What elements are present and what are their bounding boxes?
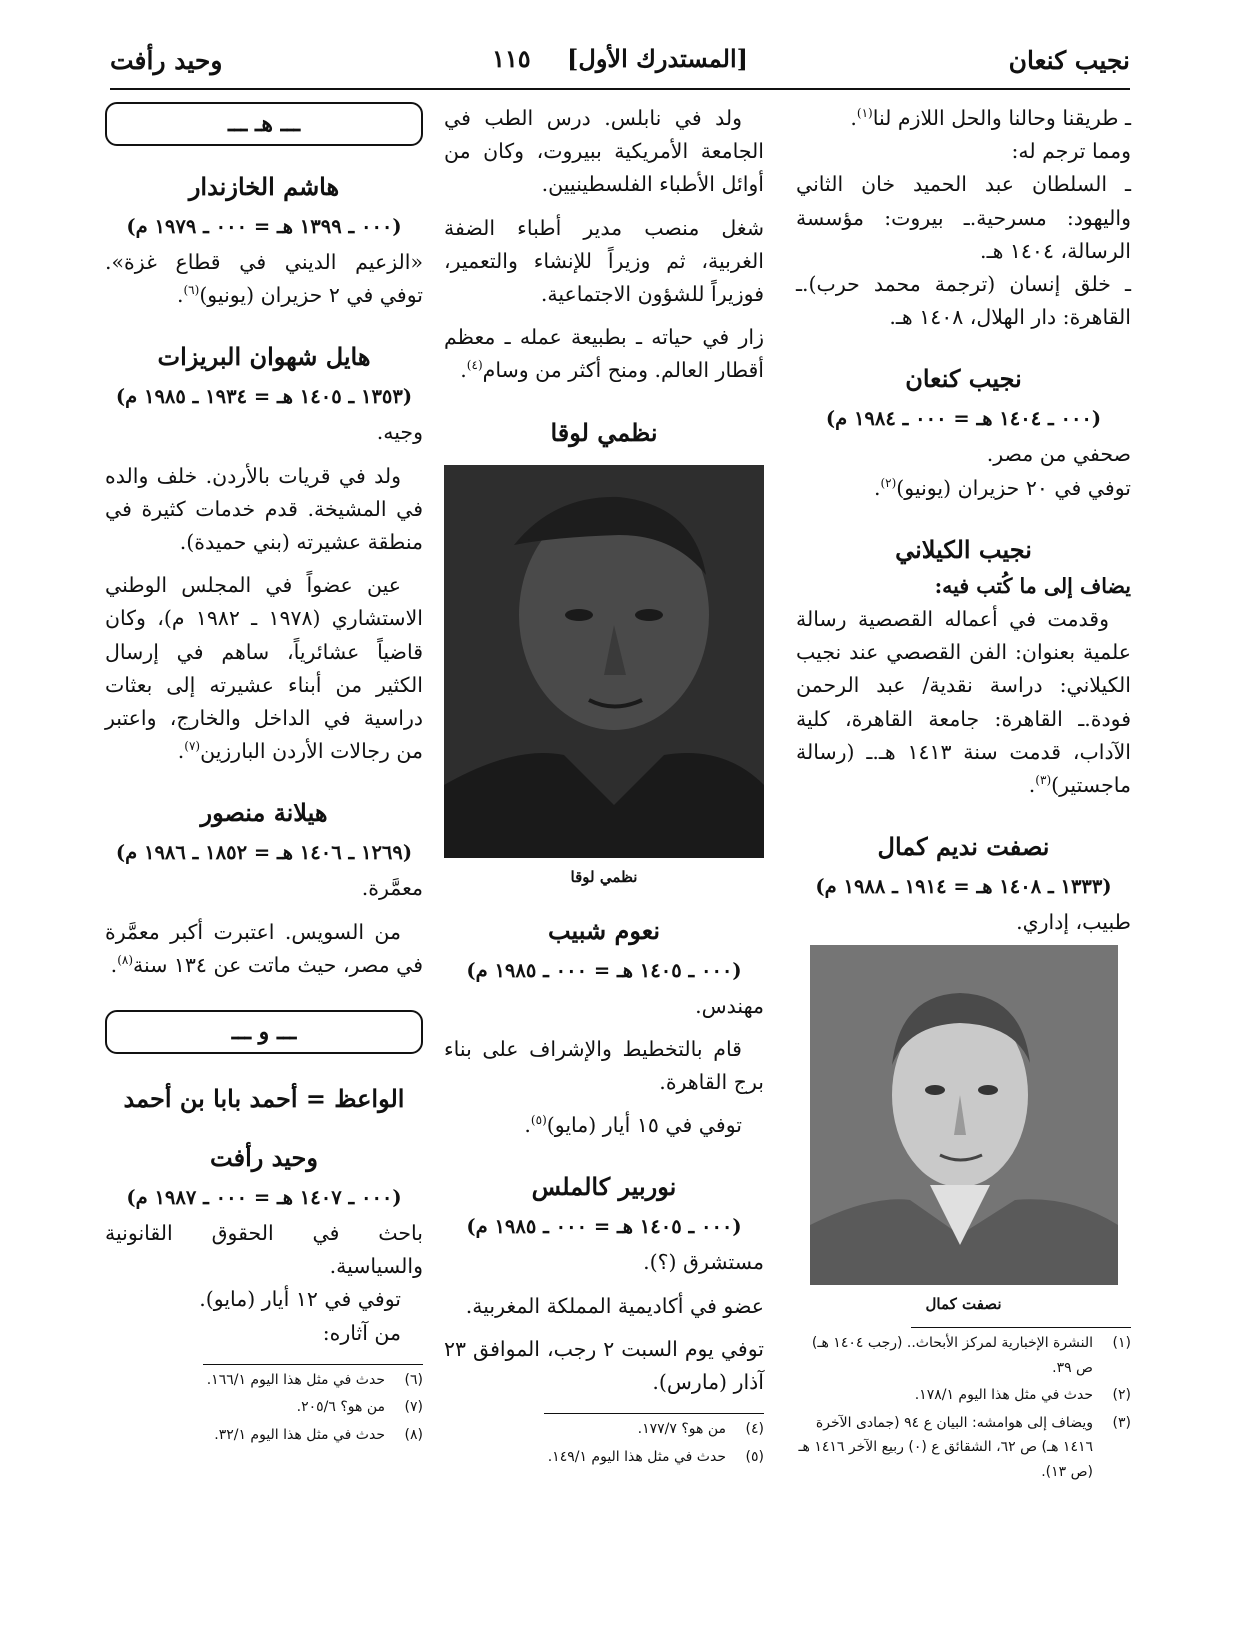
- footnote: (٣) ويضاف إلى هوامشه: البيان ع ٩٤ (جمادى الآخرة ١٤١٦ هـ) ص ٦٢، الشقائق ع (٠) ربيع الآخر ١٤١٦ هـ (ص ١٣).: [798, 1414, 1131, 1480]
- entry-name: نوربير كالملس: [531, 1172, 677, 1202]
- entry-dates: (٠٠٠ ـ ١٤٠٥ هـ = ٠٠٠ ـ ١٩٨٥ م): [466, 958, 742, 982]
- entry-text: وجيه.: [376, 420, 423, 445]
- entry-name: نظمي لوقا: [550, 417, 658, 447]
- entry-dates: (٠٠٠ ـ ١٤٠٤ هـ = ٠٠٠ ـ ١٩٨٤ م): [825, 407, 1102, 431]
- running-head-left: وحيد رأفت: [110, 46, 223, 75]
- entry-dates: (٠٠٠ ـ ١٤٠٥ هـ = ٠٠٠ ـ ١٩٨٥ م): [466, 1215, 742, 1239]
- entry-name: نعوم شبيب: [547, 915, 661, 945]
- work-item: ـ خلق إنسان (ترجمة محمد حرب).ـ القاهرة: دار الهلال، ١٤٠٨ هـ.: [796, 272, 1131, 330]
- photo-caption: نصفت كمال: [925, 1295, 1002, 1314]
- entry-text: توفي في ١٥ أيار (مايو)$^{(٥)}$.: [524, 1113, 742, 1138]
- footnote-rule: [544, 1413, 764, 1414]
- entry-text: عضو في أكاديمية المملكة المغربية.: [465, 1293, 764, 1318]
- entry-dates: (٠٠٠ ـ ١٣٩٩ هـ = ٠٠٠ ـ ١٩٧٩ م): [126, 215, 402, 238]
- entry-text: مستشرق (؟).: [643, 1250, 764, 1275]
- running-head-right: نجيب كنعان: [1008, 46, 1130, 75]
- entry-text: ولد في قريات بالأردن. خلف والده في المشيخة. قدم خدمات كثيرة في منطقة عشيرته (بني حميدة).: [105, 463, 423, 555]
- entry-dates: (١٣٥٣ ـ ١٤٠٥ هـ = ١٩٣٤ ـ ١٩٨٥ م): [115, 385, 413, 409]
- footnote-ref: (٧): [184, 739, 201, 754]
- portrait-photo: [444, 465, 764, 858]
- page-number: ١١٥: [492, 44, 531, 73]
- entry-text: مهندس.: [695, 993, 764, 1018]
- footnote-ref: (٢): [880, 475, 897, 490]
- work-item: ـ طريقنا وحالنا والحل اللازم لنا$^{(١)}$.: [850, 106, 1131, 130]
- footnote-rule: [203, 1364, 423, 1365]
- portrait-image: [444, 465, 764, 858]
- entry-dates: (١٣٣٣ ـ ١٤٠٨ هـ = ١٩١٤ ـ ١٩٨٨ م): [815, 875, 1112, 899]
- footnote-ref: (٦): [183, 283, 200, 298]
- photo-caption: نظمي لوقا: [570, 867, 638, 886]
- running-head-center: [110, 44, 1130, 73]
- entry-text: توفي في ٢٠ حزيران (يونيو)$^{(٢)}$.: [873, 475, 1131, 500]
- footnote-ref: (٥): [530, 1113, 547, 1128]
- work-item: ـ السلطان عبد الحميد خان الثاني واليهود: مسرحية.ـ بيروت: مؤسسة الرسالة، ١٤٠٤ هـ.: [796, 172, 1131, 263]
- footnote-rule: [911, 1327, 1131, 1328]
- footnote-ref: (٣): [1035, 773, 1052, 788]
- entry-text: زار في حياته ـ بطبيعة عمله ـ معظم أقطار العالم. ومنح أكثر من وسام$^{(٤)}$.: [444, 325, 764, 383]
- column-middle: [444, 102, 764, 1469]
- entry-text: يضاف إلى ما كُتب فيه:: [934, 573, 1131, 598]
- column-right: [796, 102, 1131, 1484]
- footnote: (٧) من هو؟ ٢٠٥/٦.: [296, 1399, 423, 1416]
- entry-text: صحفي من مصر.: [986, 442, 1131, 467]
- footnote: (١) النشرة الإخبارية لمركز الأبحاث.. (رجب ١٤٠٤ هـ) ص ٣٩.: [811, 1335, 1131, 1376]
- section-letter-box: ـــ و ـــ: [105, 1010, 423, 1054]
- footnote-ref: (٤): [466, 358, 483, 373]
- entry-name: نجيب الكيلاني: [895, 534, 1032, 564]
- header-rule: [110, 88, 1130, 90]
- entry-text: عين عضواً في المجلس الوطني الاستشاري (١٩٧٨ ـ ١٩٨٢ م)، وكان قاضياً عشائرياً، ساهم في إرسال الكثير من أبناء عشيرته إلى بعثات دراسية في الداخل والخارج، واعتبر من رجالات الأردن البارزين$^{(٧)}$.: [105, 573, 423, 764]
- entry-name: الواعظ = أحمد بابا بن أحمد: [123, 1084, 405, 1114]
- entry-name: هيلانة منصور: [200, 798, 328, 828]
- portrait-photo: [810, 945, 1118, 1285]
- entry-text: من السويس. اعتبرت أكبر معمَّرة في مصر، حيث ماتت عن ١٣٤ سنة$^{(٨)}$.: [105, 919, 423, 977]
- entry-text: وقدمت في أعماله القصصية رسالة علمية بعنوان: الفن القصصي عند نجيب الكيلاني: دراسة نقدية/ عبد الرحمن فودة.ـ القاهرة: جامعة القاهرة، كلية الآداب، قدمت سنة ١٤١٣ هـ.ـ (رسالة ماجستير)$^{(٣)}$.: [796, 607, 1132, 798]
- entry-text: باحث في الحقوق القانونية والسياسية.: [105, 1221, 423, 1279]
- works-heading: ومما ترجم له:: [1011, 139, 1131, 164]
- footnote: (٢) حدث في مثل هذا اليوم ١٧٨/١.: [914, 1387, 1131, 1404]
- entry-name: نجيب كنعان: [905, 364, 1022, 394]
- column-left: [105, 102, 423, 1447]
- entry-text: معمَّرة.: [361, 876, 423, 901]
- footnote: (٥) حدث في مثل هذا اليوم ١٤٩/١.: [547, 1448, 764, 1465]
- footnote: (٨) حدث في مثل هذا اليوم ٣٢/١.: [214, 1426, 423, 1443]
- page-header: [110, 38, 1130, 90]
- entry-name: هاشم الخازندار: [188, 172, 340, 201]
- entry-text: من آثاره:: [322, 1320, 401, 1345]
- entry-text: طبيب، إداري.: [1016, 910, 1131, 935]
- entry-text: «الزعيم الديني في قطاع غزة». توفي في ٢ حزيران (يونيو)$^{(٦)}$.: [105, 250, 423, 308]
- section-letter-box: ـــ هـ ـــ: [105, 102, 423, 146]
- entry-name: هايل شهوان البريزات: [157, 342, 371, 372]
- entry-text: شغل منصب مدير أطباء الضفة الغربية، ثم وزيراً للإنشاء والتعمير، فوزيراً للشؤون الاجتماعية.: [444, 215, 764, 307]
- footnote: (٦) حدث في مثل هذا اليوم ١٦٦/١.: [206, 1371, 423, 1388]
- entry-name: وحيد رأفت: [210, 1143, 318, 1173]
- entry-text: توفي يوم السبت ٢ رجب، الموافق ٢٣ آذار (مارس).: [444, 1336, 764, 1395]
- entry-name: نصفت نديم كمال: [877, 832, 1050, 862]
- entry-text: قام بالتخطيط والإشراف على بناء برج القاهرة.: [444, 1036, 764, 1095]
- volume-title: [المستدرك الأول]: [567, 44, 748, 73]
- footnote: (٤) من هو؟ ١٧٧/٧.: [637, 1421, 764, 1438]
- entry-text: ولد في نابلس. درس الطب في الجامعة الأمريكية ببيروت، وكان من أوائل الأطباء الفلسطينيين.: [444, 106, 764, 197]
- portrait-image: [810, 945, 1118, 1285]
- entry-dates: (١٢٦٩ ـ ١٤٠٦ هـ = ١٨٥٢ ـ ١٩٨٦ م): [115, 841, 413, 865]
- footnote-ref: (٨): [117, 953, 134, 968]
- entry-dates: (٠٠٠ ـ ١٤٠٧ هـ = ٠٠٠ ـ ١٩٨٧ م): [126, 1186, 402, 1210]
- entry-text: توفي في ١٢ أيار (مايو).: [199, 1287, 401, 1312]
- footnote-ref: (١): [856, 106, 873, 121]
